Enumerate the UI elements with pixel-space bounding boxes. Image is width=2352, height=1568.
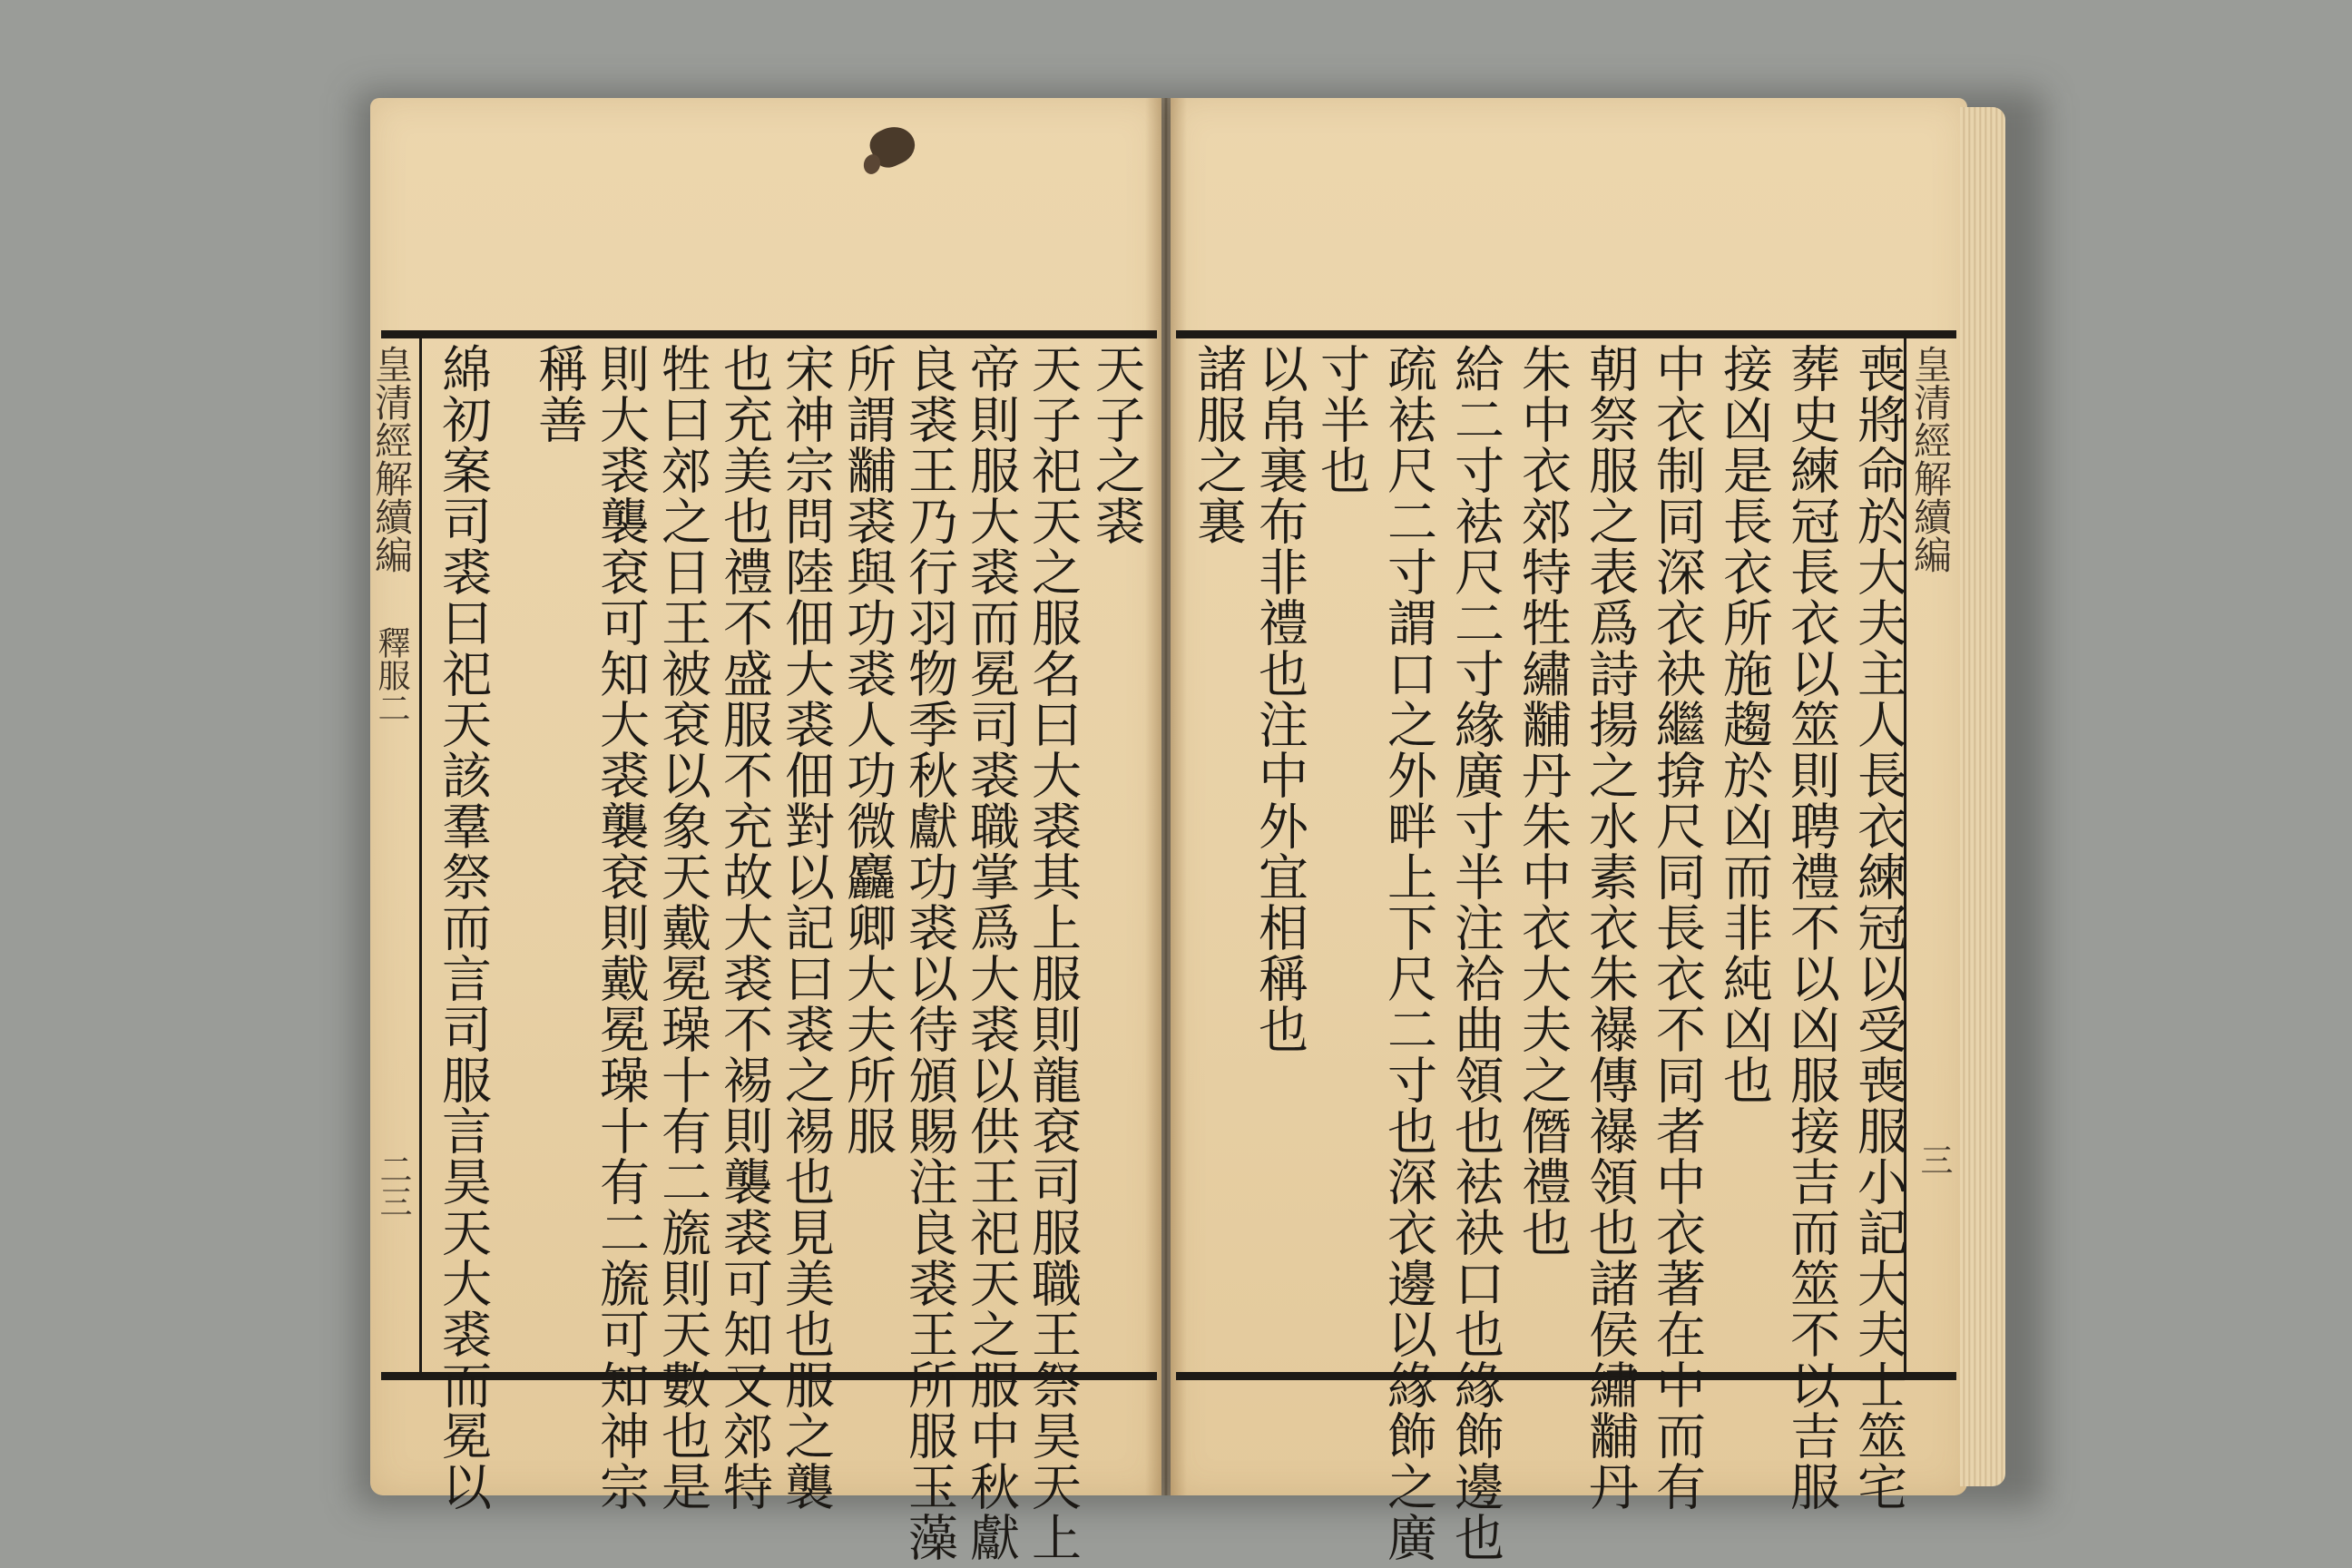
right-column-10: 以帛裏布非禮也注中外宜相稱也 xyxy=(1250,343,1308,1054)
right-top-border xyxy=(1176,330,1956,338)
left-column-8: 牲曰郊之日王被袞以象天戴冕璪十有二旒則天數也是 xyxy=(653,343,711,1512)
right-column-5: 朝祭服之表爲詩揚之水素衣朱襮傳襮領也諸侯繡黼丹 xyxy=(1581,343,1639,1512)
right-margin-folio: 三 xyxy=(1916,1143,1953,1176)
right-column-11: 諸服之裏 xyxy=(1189,343,1247,546)
left-margin-folio: 二三 xyxy=(375,1152,412,1218)
left-column-7: 也充美也禮不盛服不充故大裘不裼則襲裘可知又郊特 xyxy=(715,343,773,1512)
right-column-2: 葬史練冠長衣以筮則聘禮不以凶服接吉而筮不以吉服 xyxy=(1782,343,1840,1512)
right-column-7: 給二寸袪尺二寸緣廣寸半注袷曲領也袪袂口也緣飾邊也 xyxy=(1446,343,1504,1563)
page-edges xyxy=(1960,107,2005,1486)
left-column-11: 綿初案司裘曰祀天該羣祭而言司服言昊天大裘而冕以 xyxy=(434,343,492,1512)
right-column-9: 寸半也 xyxy=(1312,343,1370,495)
left-margin-rule xyxy=(419,332,422,1376)
right-margin-title: 皇清經解續編 xyxy=(1908,345,1953,573)
left-column-2: 天子祀天之服名曰大裘其上服則龍袞司服職王祭昊天上 xyxy=(1024,343,1082,1563)
left-margin-title: 皇清經解續編 xyxy=(369,345,414,573)
left-column-4: 良裘王乃行羽物季秋獻功裘以待頒賜注良裘王所服玉藻 xyxy=(900,343,958,1563)
left-margin-section: 釋服二 xyxy=(373,626,410,724)
right-column-6: 朱中衣郊特牲繡黼丹朱中衣大夫之僭禮也 xyxy=(1514,343,1572,1258)
left-column-6: 宋神宗問陸佃大裘佃對以記曰裘之裼也見美也服之襲 xyxy=(777,343,835,1512)
right-column-4: 中衣制同深衣袂繼揜尺同長衣不同者中衣著在中而有 xyxy=(1648,343,1706,1512)
left-column-9: 則大裘襲袞可知大裘襲袞則戴冕璪十有二旒可知神宗 xyxy=(592,343,650,1512)
left-column-5: 所謂黼裘與功裘人功微麤卿大夫所服 xyxy=(838,343,897,1156)
right-column-3: 接凶是長衣所施趨於凶而非純凶也 xyxy=(1715,343,1773,1105)
book-gutter xyxy=(1145,98,1187,1495)
left-column-1: 天子之裘 xyxy=(1087,343,1145,546)
left-column-10: 稱善 xyxy=(530,343,588,445)
left-column-3: 帝則服大裘而冕司裘職掌爲大裘以供王祀天之服中秋獻 xyxy=(962,343,1020,1563)
right-column-8: 疏袪尺二寸謂口之外畔上下尺二寸也深衣邊以緣飾之廣 xyxy=(1379,343,1437,1563)
left-top-border xyxy=(381,330,1157,338)
right-column-1: 喪將命於大夫主人長衣練冠以受喪服小記大夫士筮宅 xyxy=(1849,343,1907,1512)
